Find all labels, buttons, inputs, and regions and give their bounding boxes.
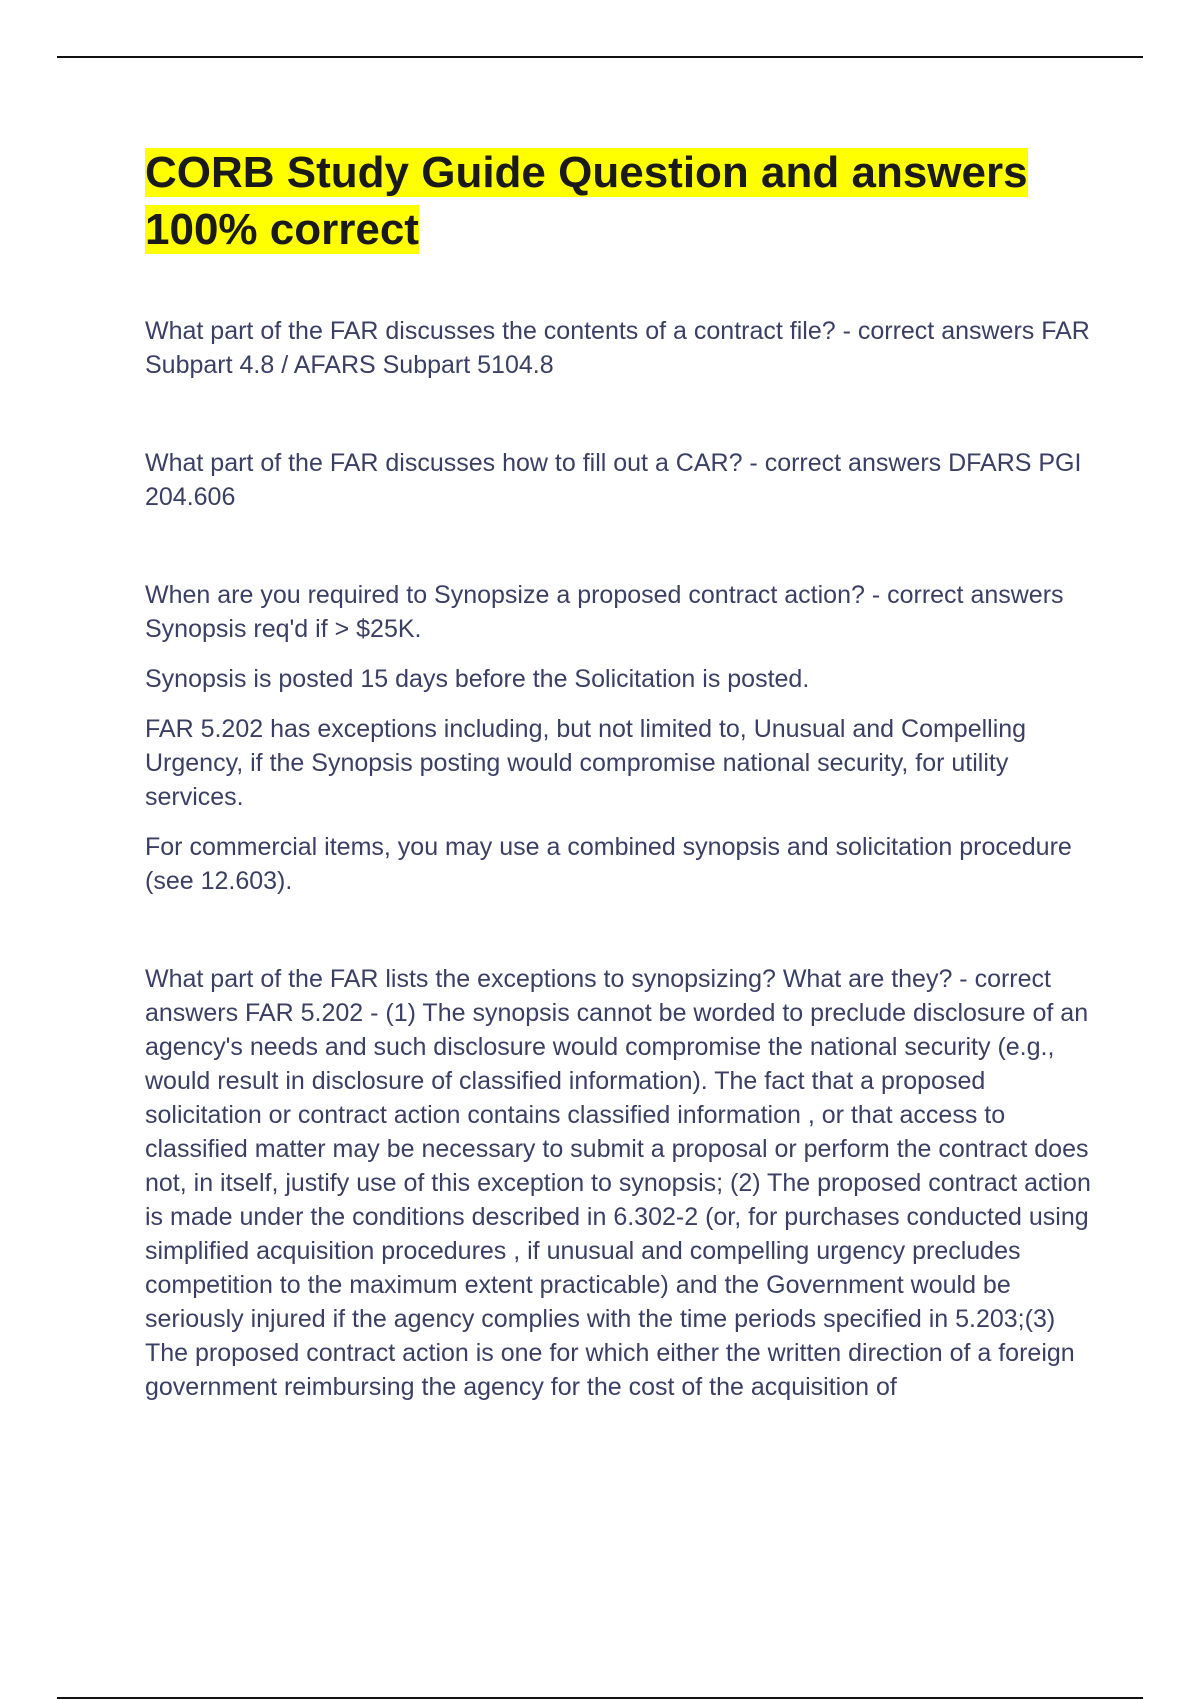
document-body bbox=[145, 144, 1095, 1468]
header-divider bbox=[57, 56, 1143, 58]
qa-paragraph: For commercial items, you may use a combined synopsis and solicitation procedure (see 12.603). bbox=[145, 833, 1072, 895]
document-title bbox=[145, 144, 1095, 258]
qa-paragraph: When are you required to Synopsize a proposed contract action? - correct answers Synopsis req'd if > $25K. bbox=[145, 581, 1064, 643]
qa-paragraph: What part of the FAR lists the exceptions to synopsizing? What are they? - correct answers FAR 5.202 - (1) The synopsis cannot be worded to preclude disclosure of an agency's needs and such disclosure would compromise the national security (e.g., would result in disclosure of classified information). The fact that a proposed solicitation or contract action contains classified information , or that access to classified matter may be necessary to submit a proposal or perform the contract does not, in itself, justify use of this exception to synopsis; (2) The proposed contract action is made under the conditions described in 6.302-2 (or, for purchases conducted using simplified acquisition procedures , if unusual and compelling urgency precludes competition to the maximum extent practicable) and the Government would be seriously injured if the agency complies with the time periods specified in 5.203;(3) The proposed contract action is one for which either the written direction of a foreign government reimbursing the agency for the cost of the acquisition of bbox=[145, 965, 1091, 1401]
qa-item-synopsis-exceptions bbox=[145, 962, 1095, 1404]
qa-paragraph: FAR 5.202 has exceptions including, but not limited to, Unusual and Compelling Urgency, if the Synopsis posting would compromise national security, for utility services. bbox=[145, 715, 1027, 811]
qa-item-contract-file bbox=[145, 314, 1095, 382]
qa-item-car bbox=[145, 446, 1095, 514]
qa-paragraph: Synopsis is posted 15 days before the Solicitation is posted. bbox=[145, 665, 810, 693]
qa-paragraph: What part of the FAR discusses the contents of a contract file? - correct answers FAR Subpart 4.8 / AFARS Subpart 5104.8 bbox=[145, 317, 1090, 379]
title-highlight: CORB Study Guide Question and answers 100% correct bbox=[145, 148, 1028, 254]
qa-paragraph: What part of the FAR discusses how to fill out a CAR? - correct answers DFARS PGI 204.606 bbox=[145, 449, 1082, 511]
qa-item-synopsize bbox=[145, 578, 1095, 898]
footer-divider bbox=[57, 1697, 1143, 1699]
